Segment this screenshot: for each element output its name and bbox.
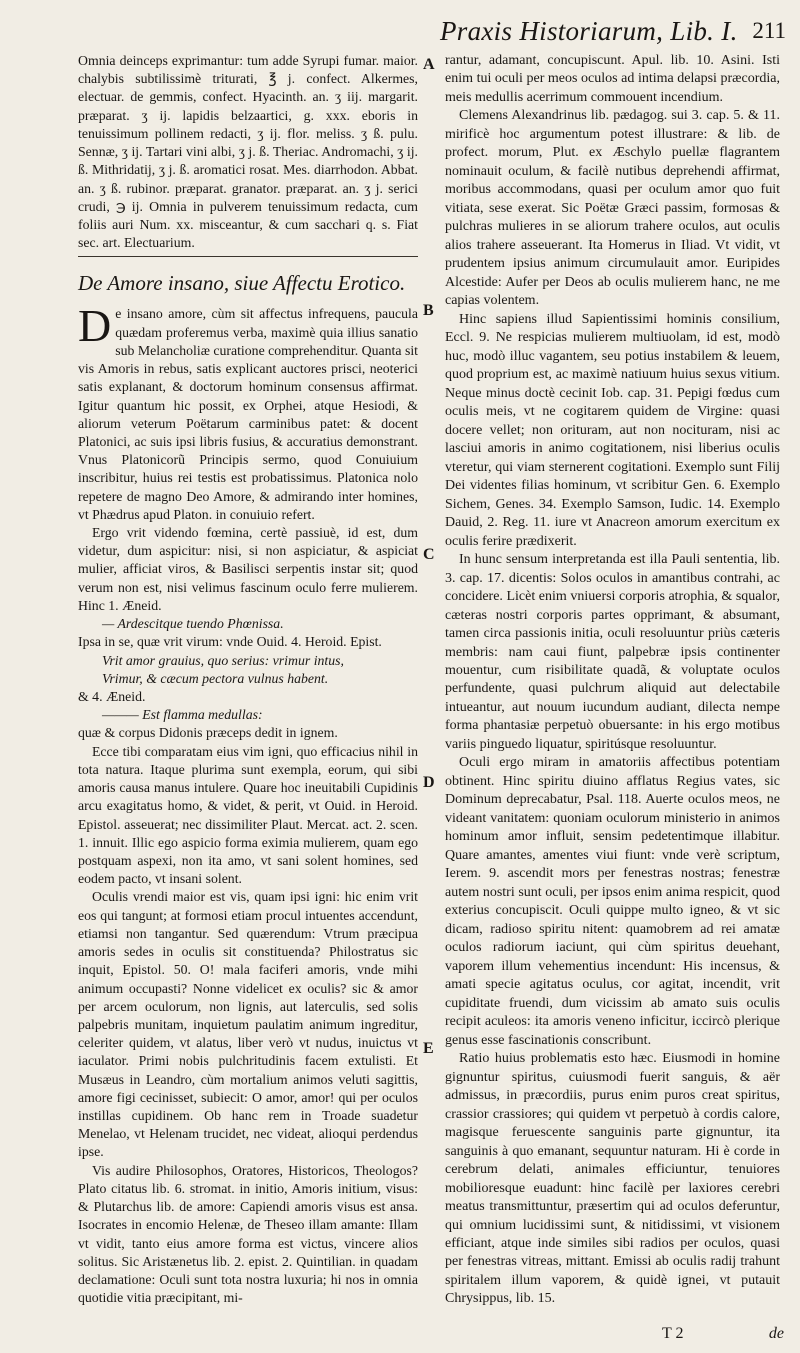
- body-paragraph: De insano amore, cùm sit affectus infrequens, paucula quædam proferemus verba, maximè quia illius sanatio sub Melancholiæ curatione comprehenditur. Quanta sit vis Amoris in rebus, satis explicant auctores prisci, neoterici satis explanant, & doctorum hominum consensus affirmat. Igitur quantum hic possit, ex Orphei, atque Hesiodi, & aliorum veterum Poëtarum carminibus patet: & docent Platonici, ac suis ipsi libris fusius, & accuratius demonstrant. Vnus Platonicorũ Principis sermo, quod Conuiuium inscribitur, huius rei testis est probatissimus. Platonica nolo repetere de magno Deo Amore, & admirando inter homines, vt Phædrus apud Platon. in conuiuio refert.: [78, 300, 418, 522]
- section-title: De Amore insano, siue Affectu Erotico.: [78, 271, 406, 296]
- page-number: 211: [752, 18, 786, 43]
- margin-letter-b: B: [423, 302, 434, 319]
- body-paragraph: Ipsa in se, quæ vrit virum: vnde Ouid. 4. Heroid. Epist.: [78, 634, 382, 650]
- body-paragraph: In hunc sensum interpretanda est illa Pauli sententia, lib. 3. cap. 17. dicentis: Solos oculos in amantibus contrahi, ac concidere. Licèt enim vniuersi corporis atrophia, & squalor, cæteras nostri corporis partes opprimant, & absumant, tamen circa passionis initia, oculi resoluuntur priùs cæteris membris: nam caui fiunt, palpebræ ipsis continenter mouentur, cum risibilitate quadã, & voluptate oculos perfundente, quasi pulchrum aliquid aut delectabile intueantur, aut nouum iucundum audiant, dilecta nempe forma phantasiæ perpetuò obuersante: in his ergo motibus variis pinguedo liquatur, spiritúsque resoluuntur.: [445, 552, 780, 752]
- verse-line: Vrit amor grauius, quo serius: vrimur intus,: [102, 652, 344, 668]
- margin-letter-d: D: [423, 774, 435, 791]
- running-title: Praxis Historiarum, Lib. I.: [440, 16, 738, 46]
- signature-mark: T 2: [662, 1325, 684, 1342]
- left-column: [78, 52, 418, 1307]
- body-paragraph: Ratio huius problematis esto hæc. Eiusmodi in homine gignuntur spiritus, cuiusmodi fuerit sanguis, & aër admissus, in præcordiis, purus enim puros creat spiritus, crassior crassiores; qui quidem vt perpetuò à cordis calore, magisque feruescente sanguinis parte gignuntur, ita sanguinis à quo emanant, sequuntur naturam. Hi è corde in cerebrum delati, animales efficiuntur, tenuiores mobilioresque euadunt: hinc facilè per laxiores cerebri meatus transmittuntur, præsertim qui ad oculos deferuntur, qui omnium lucidissimi sunt, & nitidissimi, vt visionem efficiant, atque inde similes sibi radios per oculos, quasi per fenestras vitreas, mittant. Emissi ab oculis radij trahunt spiritalem illum vaporem, & quidè ignei, vt putauit Chrysippus, lib. 15.: [445, 1051, 780, 1307]
- body-paragraph: rantur, adamant, concupiscunt. Apul. lib. 10. Asini. Isti enim tui oculi per meos oculos ad intima delapsi præcordia, meis medullis acerrimum commouent incendium.: [445, 53, 780, 105]
- verse-line: — Ardescitque tuendo Phœnissa.: [102, 616, 284, 632]
- body-paragraph: Ergo vrit videndo fœmina, certè passiuè, id est, dum videtur, dum aspicitur: nisi, si non aspiciatur, & aspiciat mulier, afficiat viros, & Basilisci serpentis instar sit; quod verum non est, nisi velimus fascinum oculo ferre mulierem. Hinc 1. Æneid.: [78, 525, 418, 613]
- page-header: [0, 16, 800, 50]
- recipe-paragraph: Omnia deinceps exprimantur: tum adde Syrupi fumar. maior. chalybis subtilissimè triturati, ℥ j. confect. Alkermes, electuar. de gemmis, confect. Hyacinth. an. ʒ iij. margarit. præparat. ʒ ij. lapidis belzaartici, g. xxx. eboris in tenuissimum pollinem redacti, ʒ ij. flor. meliss. ʒ ß. pulu. Sennæ, ʒ ij. Tartari vini albi, ʒ j. ß. Theriac. Andromachi, ʒ ij. ß. Mithridatij, ʒ j. ß. aromatici rosat. Mes. diarrhodon. Abbat. an. ʒ ß. rubinor. præparat. granator. præparat. an. ʒ j. serici crudi, ℈ ij. Omnia in pulverem tenuissimum redacta, cum foliis auri Num. xx. misceantur, & cum sacchari q. s. Fiat sec. art. Electuarium.: [78, 53, 418, 251]
- body-paragraph: Clemens Alexandrinus lib. pædagog. sui 3. cap. 5. & 11. mirificè hoc argumentum potest illustrare: & lib. de profect. morum, Plut. ex Æschylo puellæ flagrantem nominauit oculum, & facilè nutibus deprehendi affirmat, moribus accommodans, quasi per oculum amor quo fuit vitiata, sese exerat. Sic Poëtæ Græci passim, formosas & pulchras mulieres in se aliorum trahere oculos, aut oculis alios trahere asseuerant. Ita Homerus in Iliad. Vt vidit, vt prudentem ipsius animum circumulauit amor. Euripides Alcestide: Aufer per Deos ab oculis mulierem hanc, ne me capias volentem.: [445, 108, 780, 309]
- body-paragraph: Oculi ergo miram in amatoriis affectibus potentiam obtinent. Hinc spiritu diuino afflatus Regius vates, sic Dominum deprecabatur, Psal. 118. Auerte oculos meos, ne videant vanitatem: quoniam oculorum ministerio in animos hominum amor influit, sensim pedetentimque illabitur. Quare amantes, amentes viui fiunt: vnde verè scriptum, Ierem. 9. ascendit mors per fenestras nostras; fenestræ autem nostri sunt oculi, per ipsos enim anima respicit, quod exterius concupiscit. Oculi quippe multo igneo, & vt sic dicam, radioso spiritu nitent: quamobrem ad rei amatæ oculos radiorum iaciunt, qui cùm spiritus deuehant, vaporem illum vehementius incendunt: His incensus, & amati specie agitatus oculus, cor agitat, incendit, vrit cupiditate fruendi, dum vicissim ab amato suis oculis recipit aculeos: ita amoris veneno inficitur, iccircò plerique genus esse fascinationis conscribunt.: [445, 755, 780, 1048]
- right-column: [445, 52, 780, 1309]
- margin-letter-c: C: [423, 546, 435, 563]
- catchword: de: [768, 1325, 784, 1342]
- body-paragraph: & 4. Æneid.: [78, 689, 146, 704]
- body-paragraph: Ecce tibi comparatam eius vim igni, quo efficacius nihil in tota natura. Itaque plurima sunt exempla, eorum, qui sibi amoris causa manus intulere. Quare hoc ineuitabili Cupidinis arcu exagitatus homo, & videt, & perit, vt Ouid. in Heroid. Epistol. asseuerat; nec dissimiliter Plaut. Mercat. act. 2. scen. 1. innuit. Illic ego aspicio forma eximia mulierem, quam ego postquam aspexi, non ita amo, vt sani solent homines, sed eodem pacto, vt insani solent.: [78, 743, 418, 887]
- verse-line: ——— Est flamma medullas:: [102, 707, 263, 723]
- body-paragraph: Oculis vrendi maior est vis, quam ipsi igni: hic enim vrit eos qui tangunt; at formosi etiam procul intuentes accendunt, etiamsi non tangantur. Sed quærendum: Vtrum præcipua amoris sedes in oculis sit constituenda? Philostratus sic inquit, Epistol. 50. O! mala faciferi amoris, vnde mihi animum occupasti? Nonne videlicet ex oculis? sic & amor per arcem oculorum, non lignis, aut laterculis, sed solis palpebris munitam, inquietum paulatim animum ingreditur, celeriter quidem, vt alatus, liber verò vt nudus, inuictus vt iaculator. Primi nobis pulchritudinis facem extulisti. Et Musæus in Leandro, cùm mortalium animos veluti sagittis, amore figi cecinisset, subiecit: O amor, amor! qui per oculos instillas cupidinem. Ob hanc rem in Troade suadetur Menelao, vt Helenam trucidet, nec videat, alioqui perdendus ipse.: [78, 889, 418, 1160]
- page-footer: [0, 1325, 800, 1347]
- body-paragraph: Vis audire Philosophos, Oratores, Historicos, Theologos? Plato citatus lib. 6. stromat. in initio, Amoris initium, visus: & Plutarchus lib. de amore: Capiendi amoris visus est ansa. Isocrates in encomio Helenæ, de Theseo illam amante: Illam vt vidit, tanto eius amore forma est victus, vincere alios solitus. Sic Aristænetus lib. 2. epist. 2. Quintilian. in quadam declamatione: Oculi sunt tota nostra luxuria; hi nos in omnia quotidie vitia præcipitant, mi-: [78, 1162, 418, 1306]
- section-rule: [78, 256, 418, 257]
- body-paragraph: Hinc sapiens illud Sapientissimi hominis consilium, Eccl. 9. Ne respicias mulierem multiuolam, id est, modò huc, modò illuc vagantem, seu potius instabilem & leuem, quod proprium est, ac maximè natiuum huius sexus vitium. Neque minus doctè cecinit Iob. cap. 31. Pepigi fœdus cum oculis meis, vt ne cogitarem quidem de Virgine: quasi docere vellet; non orituram, aut non nocituram, nisi ac lasciui amoris in animo cogitationem, nisi liberius oculis vteretur, qui viam sternerent cogitationi. Exemplo sunt Filij Dei videntes filias hominum, vt scribitur Gen. 6. Exemplo Sichem, Genes. 34. Exemplo Samson, Iudic. 14. Exemplo Dauid, 2. Reg. 11. iure vt Anacreon amorum exercitum ex oculis ferire prædixerit.: [445, 311, 780, 549]
- body-paragraph: quæ & corpus Didonis præceps dedit in ignem.: [78, 725, 338, 741]
- verse-line: Vrimur, & cæcum pectora vulnus habent.: [102, 670, 329, 686]
- margin-letter-a: A: [423, 56, 435, 73]
- margin-letter-e: E: [423, 1040, 434, 1057]
